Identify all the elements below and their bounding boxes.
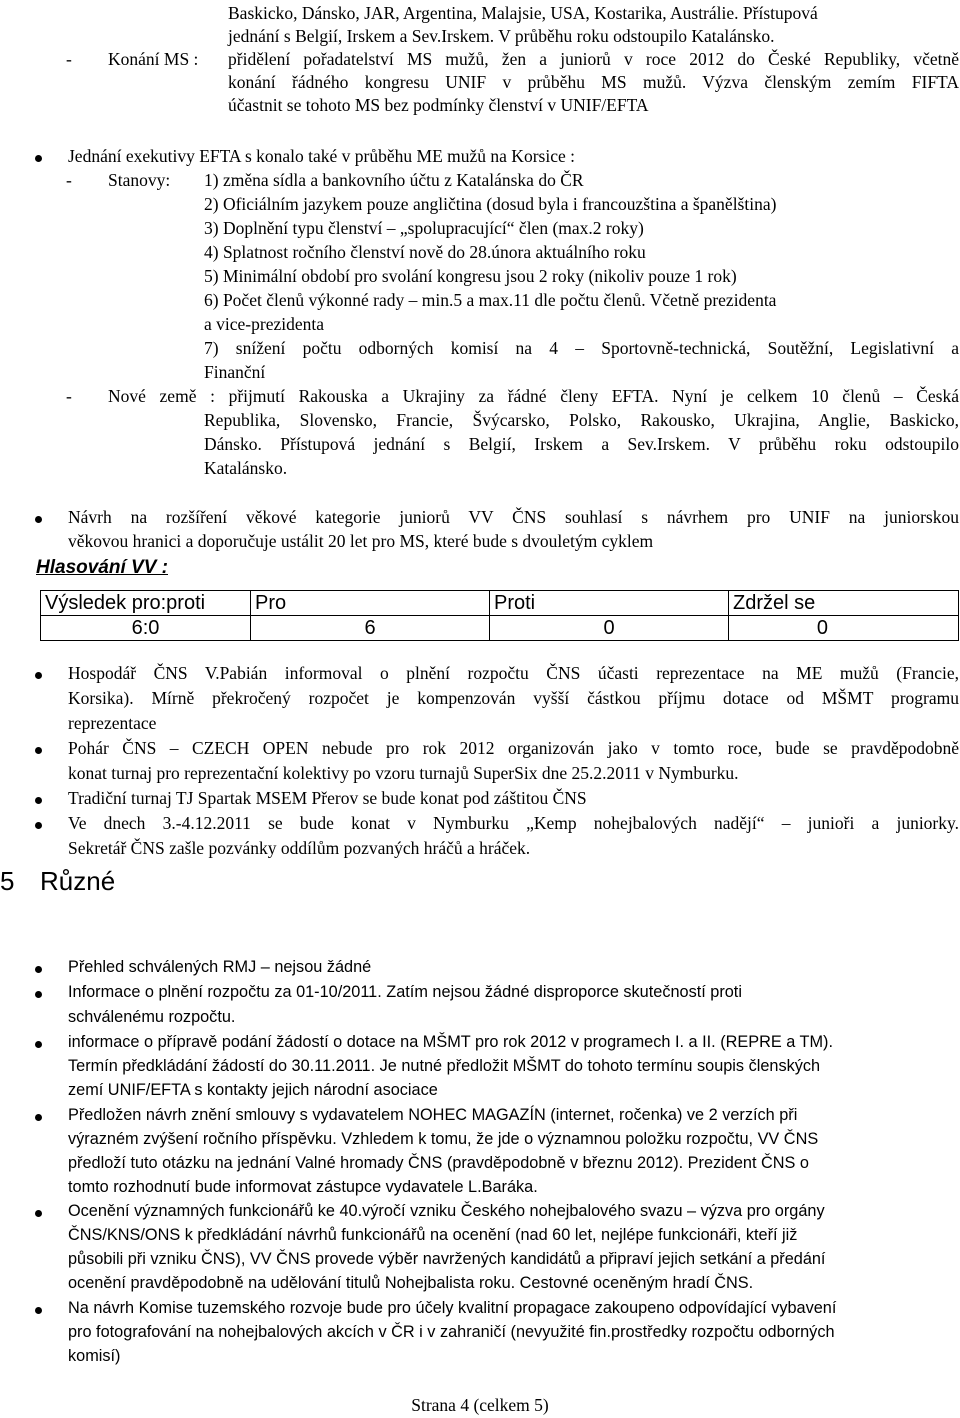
razne-item-line: schválenému rozpočtu. xyxy=(68,1008,236,1026)
stanovy-item: Finanční xyxy=(204,362,266,382)
navrh-line-2: věkovou hranici a doporučuje ustálit 20 let pro MS, které bude s dvouletým cyklem xyxy=(68,531,654,551)
stanovy-item: 2) Oficiálním jazykem pouze angličtina (dosud byla i francouzština a španělština) xyxy=(204,194,777,214)
bullet xyxy=(35,991,42,998)
nove-dash: - xyxy=(66,386,72,406)
konani-line-1: přidělení pořadatelství MS mužů, žen a juniorů v roce 2012 do České Republiky, včetně xyxy=(228,49,959,69)
konani-dash: - xyxy=(66,49,72,69)
razne-item-line: Ocenění významných funkcionářů ke 40.výročí vzniku Českého nohejbalového svazu – výzva pro orgány xyxy=(68,1202,825,1220)
razne-item-line: Přehled schválených RMJ – nejsou žádné xyxy=(68,958,372,976)
konani-line-3: účastnit se tohoto MS bez podmínky členství v UNIF/EFTA xyxy=(228,95,649,115)
hospodar-line-1: Hospodář ČNS V.Pabián informoval o plnění rozpočtu ČNS účasti reprezentace na ME mužů (Francie, xyxy=(68,663,959,683)
stanovy-dash: - xyxy=(66,170,72,190)
bullet xyxy=(35,1210,42,1217)
stanovy-item: 5) Minimální období pro svolání kongresu jsou 2 roky (nikoliv pouze 1 rok) xyxy=(204,266,737,286)
vote-header-cell: Proti xyxy=(490,591,729,616)
razne-item-line: pro fotografování na nohejbalových akcích v ČR i v zahraničí (nevyužité fin.prostředky rozpočtu odborných xyxy=(68,1323,835,1341)
razne-item-line: Předložen návrh znění smlouvy s vydavatelem NOHEC MAGAZÍN (internet, ročenka) ve 2 verzích při xyxy=(68,1106,798,1124)
razne-item-line: Informace o plnění rozpočtu za 01-10/2011. Zatím nejsou žádné disproporce skutečností proti xyxy=(68,983,742,1001)
razne-item-line: působili při vzniku ČNS), VV ČNS provede výběr navržených kandidátů a připraví jejich setkání a předání xyxy=(68,1250,826,1268)
hospodar-line-3: reprezentace xyxy=(68,713,157,733)
vote-value-cell: 6:0 xyxy=(41,616,251,641)
page-footer: Strana 4 (celkem 5) xyxy=(411,1395,549,1415)
razne-item-line: informace o přípravě podání žádostí o dotace na MŠMT pro rok 2012 v programech I. a II. (REPRE a TM). xyxy=(68,1033,833,1051)
pohar-line-2: konat turnaj pro reprezentační kolektivy po vzoru turnajů SuperSix dne 25.2.2011 v Nymburku. xyxy=(68,763,739,783)
razne-item-line: Termín předkládání žádostí do 30.11.2011. Je nutné předložit MŠMT do tohoto termínu soupis členských xyxy=(68,1057,821,1075)
vote-table-value-row xyxy=(41,616,959,641)
stanovy-item: 3) Doplnění typu členství – „spolupracující“ člen (max.2 roky) xyxy=(204,218,644,238)
bullet xyxy=(35,747,42,754)
bullet xyxy=(35,966,42,973)
navrh-line-1: Návrh na rozšíření věkové kategorie juniorů VV ČNS souhlasí s návrhem pro UNIF na juniorskou xyxy=(68,507,959,527)
vote-header-cell: Výsledek pro:proti xyxy=(41,591,251,616)
vote-table-header-row xyxy=(41,591,959,616)
vote-value-cell: 0 xyxy=(490,616,729,641)
exekutiva-intro: Jednání exekutivy EFTA s konalo také v průběhu ME mužů na Korsice : xyxy=(68,146,575,166)
razne-item-line: tomto rozhodnutí bude informovat zástupce vydavatele L.Baráka. xyxy=(68,1178,538,1196)
razne-item-line: zemí UNIF/EFTA s kontakty jejich národní asociace xyxy=(68,1081,438,1099)
nove-line-1: Nové země : přijmutí Rakouska a Ukrajiny za řádné členy EFTA. Nyní je celkem 10 členů – Česká xyxy=(108,386,959,406)
section-number: 5 xyxy=(0,866,15,896)
stanovy-item: a vice-prezidenta xyxy=(204,314,324,334)
bullet xyxy=(35,822,42,829)
razne-item-line: předloží tuto otázku na jednání Valné hromady ČNS (pravděpodobně v březnu 2012). Prezident ČNS o xyxy=(68,1154,809,1172)
razne-item-line: ČNS/KNS/ONS k předkládání návrhů funkcionářů na ocenění (nad 60 let, nejlépe funkcionáři, kteří již xyxy=(68,1226,798,1244)
section-title: Různé xyxy=(40,866,116,896)
bullet xyxy=(35,516,42,523)
vote-value-cell: 0 xyxy=(729,616,959,641)
vote-value-cell: 6 xyxy=(251,616,490,641)
bullet xyxy=(35,155,42,162)
tradicni-line-1: Tradiční turnaj TJ Spartak MSEM Přerov se bude konat pod záštitou ČNS xyxy=(68,788,587,808)
top-line-2: jednání s Belgií, Irskem a Sev.Irskem. V průběhu roku odstoupilo Katalánsko. xyxy=(228,26,775,46)
vote-header-cell: Zdržel se xyxy=(729,591,959,616)
hlasovani-heading: Hlasování VV : xyxy=(36,557,168,578)
konani-line-2: konání řádného kongresu UNIF v průběhu MS mužů. Výzva členským zemím FIFTA xyxy=(228,72,959,92)
konani-label: Konání MS : xyxy=(108,49,199,69)
kemp-line-1: Ve dnech 3.-4.12.2011 se bude konat v Nymburku „Kemp nohejbalových nadějí“ – junioři a juniorky. xyxy=(68,813,959,833)
vote-header-cell: Pro xyxy=(251,591,490,616)
razne-item-line: výrazném zvýšení ročního příspěvku. Vzhledem k tomu, že jde o významnou položku rozpočtu, VV ČNS xyxy=(68,1130,819,1148)
bullet xyxy=(35,1114,42,1121)
stanovy-item: 7) snížení počtu odborných komisí na 4 – Sportovně-technická, Soutěžní, Legislativní a xyxy=(204,338,959,358)
razne-item-line: Na návrh Komise tuzemského rozvoje bude pro účely kvalitní propagace zakoupeno odpovídající vybavení xyxy=(68,1299,837,1317)
top-line-1: Baskicko, Dánsko, JAR, Argentina, Malajsie, USA, Kostarika, Austrálie. Přístupová xyxy=(228,3,818,23)
kemp-line-2: Sekretář ČNS zašle pozvánky oddílům pozvaných hráčů a hráček. xyxy=(68,838,531,858)
stanovy-item: 4) Splatnost ročního členství nově do 28.února aktuálního roku xyxy=(204,242,646,262)
razne-item-line: komisí) xyxy=(68,1347,121,1365)
razne-item-line: ocenění pravděpodobně na udělování titulů Nohejbalista roku. Cestovné oceněným hradí ČNS. xyxy=(68,1274,754,1292)
bullet xyxy=(35,1041,42,1048)
bullet xyxy=(35,672,42,679)
stanovy-label: Stanovy: xyxy=(108,170,171,190)
pohar-line-1: Pohár ČNS – CZECH OPEN nebude pro rok 2012 organizován jako v tomto roce, bude se pravděpodobně xyxy=(68,738,959,758)
hospodar-line-2: Korsika). Mírně překročený rozpočet je kompenzován vyšší částkou příjmu dotace od MŠMT programu xyxy=(68,688,959,708)
nove-line-3: Dánsko. Přístupová jednání s Belgií, Irskem a Sev.Irskem. V průběhu roku odstoupilo xyxy=(204,434,959,454)
stanovy-item: 6) Počet členů výkonné rady – min.5 a max.11 dle počtu členů. Včetně prezidenta xyxy=(204,290,777,310)
bullet xyxy=(35,1307,42,1314)
bullet xyxy=(35,797,42,804)
nove-line-2: Republika, Slovensko, Francie, Švýcarsko, Polsko, Rakousko, Ukrajina, Anglie, Baskicko, xyxy=(204,410,959,430)
vote-table xyxy=(40,590,959,641)
nove-line-4: Katalánsko. xyxy=(204,458,288,478)
stanovy-item: 1) změna sídla a bankovního účtu z Katalánska do ČR xyxy=(204,170,584,190)
